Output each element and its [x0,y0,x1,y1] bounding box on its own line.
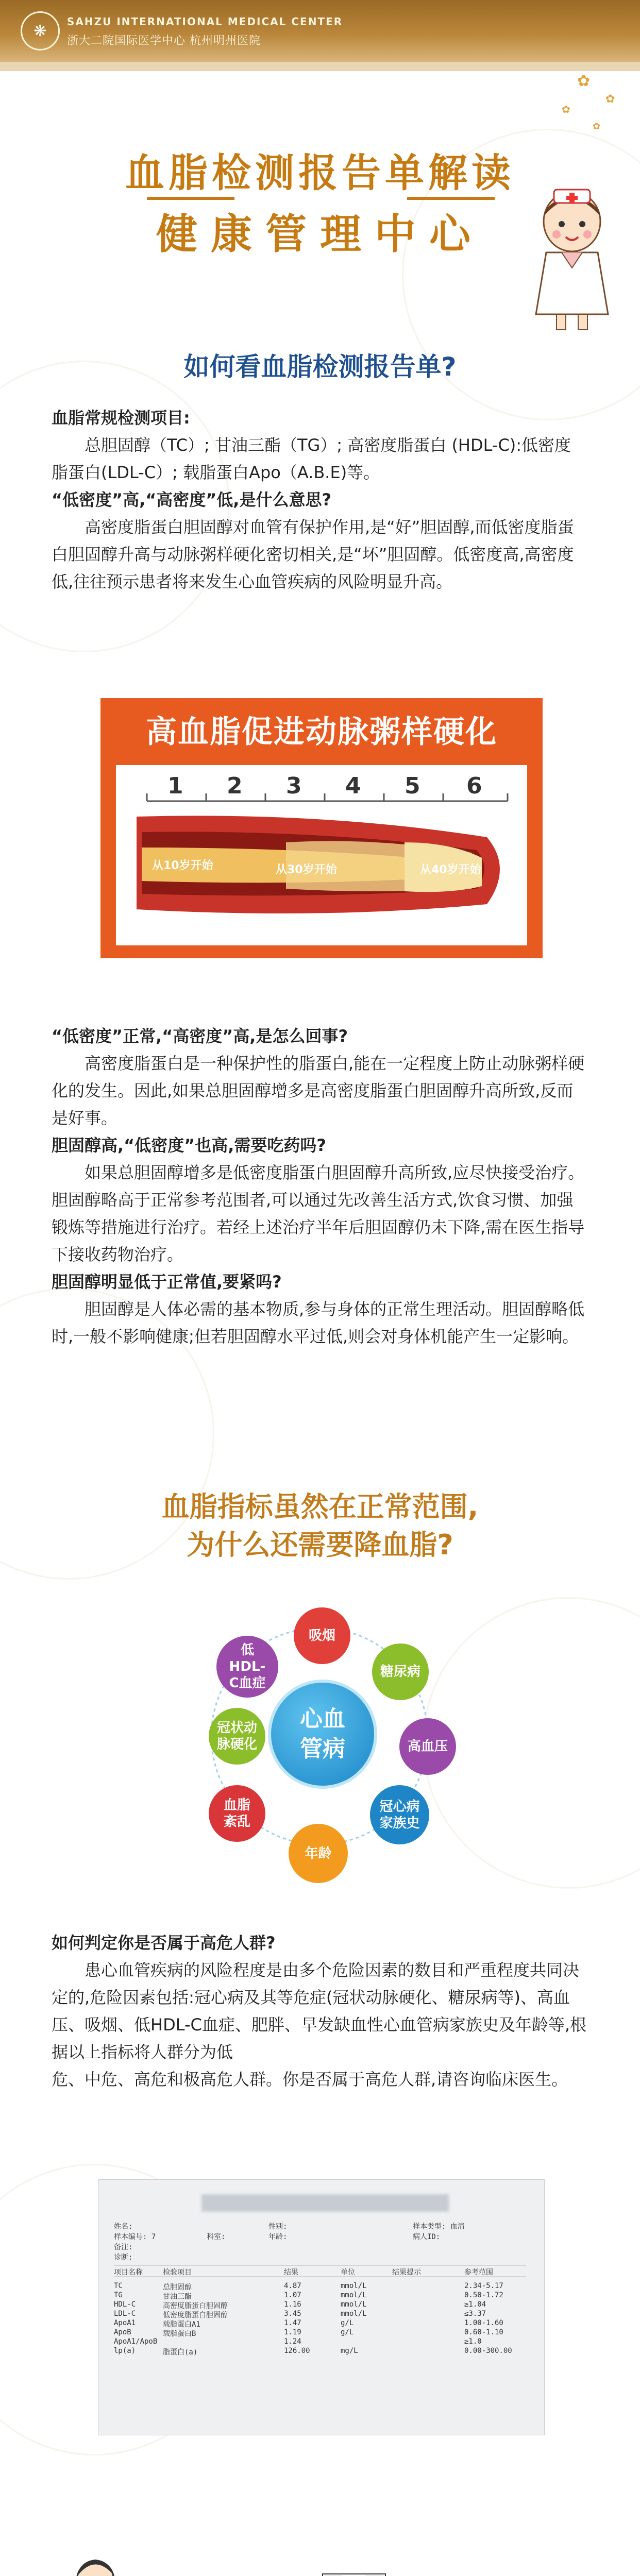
header-stripe [0,62,640,71]
report-cell: LDL-C [114,2310,136,2318]
blurred-header [201,2194,449,2212]
subheading: 胆固醇明显低于正常值,要紧吗? [52,1272,282,1292]
report-cell: 甘油三酯 [163,2293,192,2301]
header-bar [0,0,640,62]
nurse-illustration [520,185,624,335]
report-cell: 1.24 [284,2337,301,2346]
report-cell: 4.87 [284,2282,301,2290]
risk-factor-label: 血脂紊乱 [223,1798,250,1829]
artery-banner [100,698,543,958]
lab-report-photo [98,2179,545,2435]
report-cell: mg/L [341,2347,358,2355]
page-subtitle: 健康管理中心 [156,210,484,258]
risk-factor-label: 低HDL-C血症 [229,1642,266,1691]
doctor-illustration [46,2550,149,2576]
risk-factor-bubble [399,1718,456,1775]
report-cell: 1.00-1.60 [464,2319,503,2327]
wechat-qr-code[interactable] [322,2573,386,2576]
risk-factor-label: 吸烟 [308,1628,335,1643]
report-cell: ApoA1 [114,2319,136,2327]
risk-factor-bubble [209,1708,265,1765]
paragraph: 胆固醇是人体必需的基本物质,参与身体的正常生理活动。胆固醇略低时,一般不影响健康;但若胆固醇水平过低,则会对身体机能产生一定影响。 [52,1299,585,1346]
stage-number: 4 [345,773,361,799]
column-header: 检验项目 [163,2268,192,2277]
report-cell: 载脂蛋白A1 [163,2320,200,2329]
report-cell: mmol/L [341,2291,367,2299]
section-title: 为什么还需要降血脂? [187,1529,453,1561]
report-info-row [114,2242,526,2252]
flower-icon: ✿ [562,103,570,115]
page-title: 血脂检测报告单解读 [125,150,515,196]
report-cell: 126.00 [284,2347,310,2355]
report-cell: 载脂蛋白B [163,2330,196,2338]
flower-icon: ✿ [593,121,601,132]
stage-number: 2 [227,773,243,799]
risk-factor-bubble [372,1643,429,1700]
paragraph: 高密度脂蛋白胆固醇对血管有保护作用,是“好”胆固醇,而低密度脂蛋白胆固醇升高与动脉粥样硬化密切相关,是“坏”胆固醇。低密度高,高密度低,往往预示患者将来发生心血管疾病的风险明显升高。 [52,517,574,591]
risk-factor-label: 年龄 [305,1845,332,1861]
report-cell: mmol/L [341,2310,367,2318]
stage-number: 3 [286,773,302,799]
report-cell: TG [114,2291,123,2299]
stage-number: 6 [466,773,482,799]
report-cell: mmol/L [341,2300,367,2309]
report-cell: mmol/L [341,2282,367,2290]
age-label: 从10岁开始 [152,859,213,872]
subheading: “低密度”正常,“高密度”高,是怎么回事? [52,1026,348,1046]
paragraph: 危、中危、高危和极高危人群。你是否属于高危人群,请咨询临床医生。 [52,2070,568,2089]
report-cell: 1.16 [284,2300,301,2309]
report-cell: 1.47 [284,2319,301,2327]
report-cell: 1.07 [284,2291,301,2299]
risk-factor-label: 冠状动脉硬化 [216,1720,257,1752]
risk-factor-label: 高血压 [407,1739,448,1754]
report-cell: ≤3.37 [464,2310,486,2318]
report-cell: 脂蛋白(a) [163,2348,198,2357]
column-header: 项目名称 [114,2268,143,2277]
report-label: 科室: [207,2233,226,2241]
report-cell: 0.00-300.00 [464,2347,512,2355]
report-table-header [114,2265,526,2277]
report-info-row [114,2231,526,2242]
risk-factor-bubble [289,1824,348,1883]
report-cell: ApoB [114,2328,131,2336]
report-cell: 0.60-1.10 [464,2328,503,2336]
section1-body [52,404,587,596]
report-label: 样本类型: 血清 [413,2223,465,2231]
report-cell: 2.34-5.17 [464,2282,503,2290]
section-title: 血脂指标虽然在正常范围, [161,1490,479,1523]
report-cell: TC [114,2282,123,2290]
report-info-row [114,2221,526,2231]
report-cell: ApoA1/ApoB [114,2337,158,2346]
artery-illustration [116,765,527,945]
section4-body [52,1929,587,2093]
risk-center-label: 心血管病 [300,1706,345,1762]
report-cell: ≥1.0 [464,2337,482,2346]
subheading: “低密度”高,“高密度”低,是什么意思? [52,490,332,510]
column-header: 单位 [341,2268,355,2277]
risk-center-bubble [268,1680,377,1789]
report-cell: 总胆固醇 [163,2283,192,2292]
subheading: 血脂常规检测项目: [52,408,190,428]
report-label: 姓名: [114,2223,133,2231]
column-header: 参考范围 [464,2268,493,2277]
risk-factor-bubble [216,1636,278,1698]
report-cell: 高密度脂蛋白胆固醇 [163,2302,228,2310]
subheading: 胆固醇高,“低密度”也高,需要吃药吗? [52,1136,326,1155]
risk-factor-bubble [370,1785,429,1844]
report-label: 样本编号: 7 [114,2233,156,2241]
risk-factor-label: 糖尿病 [380,1664,420,1680]
title-divider [407,197,495,200]
risk-factor-bubble [209,1785,265,1842]
report-cell: ≥1.04 [464,2300,486,2309]
flower-icon: ✿ [577,72,591,90]
paragraph: 高密度脂蛋白是一种保护性的脂蛋白,能在一定程度上防止动脉粥样硬化的发生。因此,如果总胆固醇增多是高密度脂蛋白胆固醇升高所致,反而是好事。 [52,1054,585,1128]
title-divider [147,197,234,200]
report-cell: 1.19 [284,2328,301,2336]
report-cell: g/L [341,2319,354,2327]
column-header: 结果提示 [392,2268,421,2277]
paragraph: 总胆固醇（TC）; 甘油三酯（TG）; 高密度脂蛋白 (HDL-C):低密度脂蛋白(LDL-C）; 载脂蛋白Apo（A.B.E)等。 [52,435,571,482]
report-cell: HDL-C [114,2300,136,2309]
report-label: 年龄: [268,2233,288,2241]
banner-title: 高血脂促进动脉粥样硬化 [146,714,497,750]
report-label: 诊断: [114,2253,133,2262]
report-cell: lp(a) [114,2347,136,2355]
section-title: 如何看血脂检测报告单? [183,352,457,382]
risk-factor-bubble [294,1607,350,1664]
report-label: 备注: [114,2243,133,2251]
hospital-logo-icon: ❋ [21,11,60,50]
risk-factor-label: 冠心病家族史 [379,1799,420,1831]
paragraph: 如果总胆固醇增多是低密度脂蛋白胆固醇升高所致,应尽快接受治疗。胆固醇略高于正常参考范围者,可以通过先改善生活方式,饮食习惯、加强锻炼等措施进行治疗。若经上述治疗半年后胆固醇仍未下降,需在医生指导下接收药物治疗。 [52,1163,585,1264]
report-cell: 低密度脂蛋白胆固醇 [163,2311,228,2319]
hospital-name-en: SAHZU INTERNATIONAL MEDICAL CENTER [67,15,343,28]
section2-body [52,1023,587,1350]
flower-icon: ✿ [605,93,615,106]
report-info-row [114,2252,526,2262]
subheading: 如何判定你是否属于高危人群? [52,1933,276,1953]
age-label: 从40岁开始 [420,863,481,876]
report-label: 性别: [268,2223,288,2231]
age-label: 从30岁开始 [276,863,337,876]
stage-number: 1 [167,773,183,799]
report-label: 病人ID: [413,2233,441,2241]
artery-cross-section [116,765,527,945]
report-cell: 3.45 [284,2310,301,2318]
paragraph: 患心血管疾病的风险程度是由多个危险因素的数目和严重程度共同决定的,危险因素包括:冠心病及其等危症(冠状动脉硬化、糖尿病等)、高血压、吸烟、低HDL-C血症、肥胖、早发缺血性心血管病家族史及年龄等,根据以上指标将人群分为低 [52,1960,587,2062]
hospital-name-cn: 浙大二院国际医学中心 杭州明州医院 [67,35,261,47]
column-header: 结果 [284,2268,298,2277]
report-cell: g/L [341,2328,354,2336]
report-cell: 0.50-1.72 [464,2291,503,2299]
stage-number: 5 [405,773,420,799]
